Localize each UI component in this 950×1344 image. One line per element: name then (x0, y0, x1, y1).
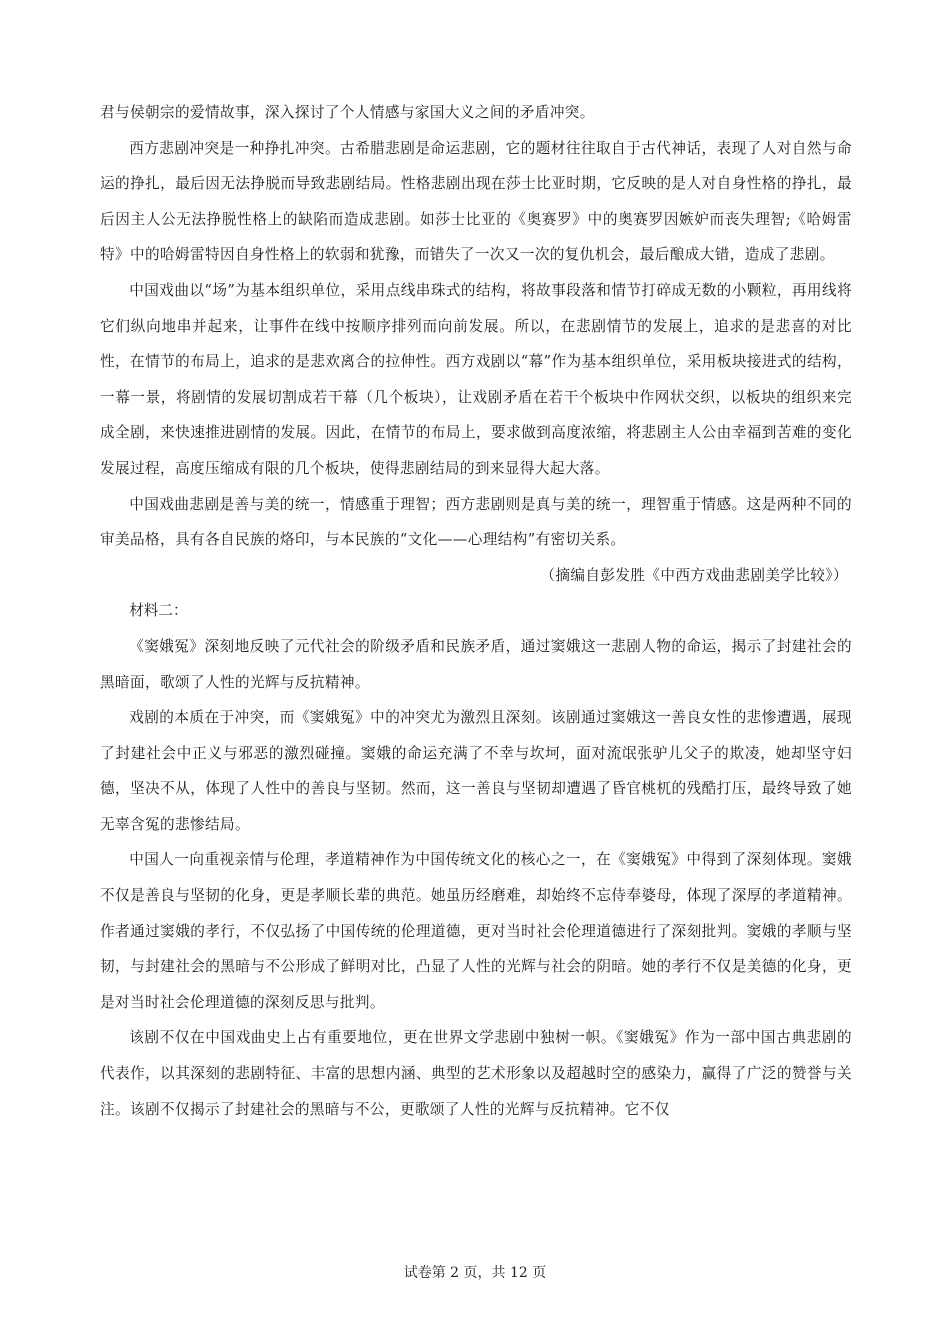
paragraph-dou-e-intro: 《窦娥冤》深刻地反映了元代社会的阶级矛盾和民族矛盾，通过窦娥这一悲剧人物的命运，揭示了封建社会的黑暗面，歌颂了人性的光辉与反抗精神。 (100, 637, 852, 691)
paragraph-continuation: 君与侯朝宗的爱情故事，深入探讨了个人情感与家国大义之间的矛盾冲突。 (100, 104, 595, 121)
document-body (100, 95, 852, 1127)
material-two-label: 材料二： (129, 602, 188, 620)
paragraph-structure: 中国戏曲以“场”为基本组织单位，采用点线串珠式的结构，将故事段落和情节打碎成无数的小颗粒，再用线将它们纵向地串并起来，让事件在线中按顺序排列而向前发展。所以，在悲剧情节的发展上，追求的是悲喜的对比性，在情节的布局上，追求的是悲欢离合的拉伸性。西方戏剧以“幕”作为基本组织单位，采用板块接进式的结构，一幕一景，将剧情的发展切割成若干幕（几个板块），让戏剧矛盾在若干个板块中作网状交织，以板块的组织来完成全剧，来快速推进剧情的发展。因此，在情节的布局上，要求做到高度浓缩，将悲剧主人公由幸福到苦难的变化发展过程，高度压缩成有限的几个板块，使得悲剧结局的到来显得大起大落。 (100, 281, 852, 477)
paragraph-dou-e-filial: 中国人一向重视亲情与伦理，孝道精神作为中国传统文化的核心之一，在《窦娥冤》中得到了深刻体现。窦娥不仅是善良与坚韧的化身，更是孝顺长辈的典范。她虽历经磨难，却始终不忘侍奉婆母，体现了深厚的孝道精神。作者通过窦娥的孝行，不仅弘扬了中国传统的伦理道德，更对当时社会伦理道德进行了深刻批判。窦娥的孝顺与坚韧，与封建社会的黑暗与不公形成了鲜明对比，凸显了人性的光辉与社会的阴暗。她的孝行不仅是美德的化身，更是对当时社会伦理道德的深刻反思与批判。 (100, 851, 852, 1011)
paragraph-dou-e-conflict: 戏剧的本质在于冲突，而《窦娥冤》中的冲突尤为激烈且深刻。该剧通过窦娥这一善良女性的悲惨遭遇，展现了封建社会中正义与邪恶的激烈碰撞。窦娥的命运充满了不幸与坎坷，面对流氓张驴儿父子的欺凌，她却坚守妇德，坚决不从，体现了人性中的善良与坚韧。然而，这一善良与坚韧却遭遇了昏官桃杌的残酷打压，最终导致了她无辜含冤的悲惨结局。 (100, 709, 852, 833)
paragraph-western-tragedy: 西方悲剧冲突是一种挣扎冲突。古希腊悲剧是命运悲剧，它的题材往往取自于古代神话，表现了人对自然与命运的挣扎，最后因无法挣脱而导致悲剧结局。性格悲剧出现在莎士比亚时期，它反映的是人对自身性格的挣扎，最后因主人公无法挣脱性格上的缺陷而造成悲剧。如莎士比亚的《奥赛罗》中的奥赛罗因嫉妒而丧失理智;《哈姆雷特》中的哈姆雷特因自身性格上的软弱和犹豫，而错失了一次又一次的复仇机会，最后酿成大错，造成了悲剧。 (100, 139, 852, 264)
page-footer: 试卷第 2 页，共 12 页 (403, 1265, 547, 1281)
paragraph-aesthetics: 中国戏曲悲剧是善与美的统一，情感重于理智；西方悲剧则是真与美的统一，理智重于情感。这是两种不同的审美品格，具有各自民族的烙印，与本民族的“文化——心理结构”有密切关系。 (100, 495, 852, 549)
paragraph-dou-e-status: 该剧不仅在中国戏曲史上占有重要地位，更在世界文学悲剧中独树一帜。《窦娥冤》作为一部中国古典悲剧的代表作，以其深刻的悲剧特征、丰富的思想内涵、典型的艺术形象以及超越时空的感染力，赢得了广泛的赞誉与关注。该剧不仅揭示了封建社会的黑暗与不公，更歌颂了人性的光辉与反抗精神。它不仅 (100, 1029, 852, 1118)
citation: （摘编自彭发胜《中西方戏曲悲剧美学比较》） (540, 566, 848, 584)
